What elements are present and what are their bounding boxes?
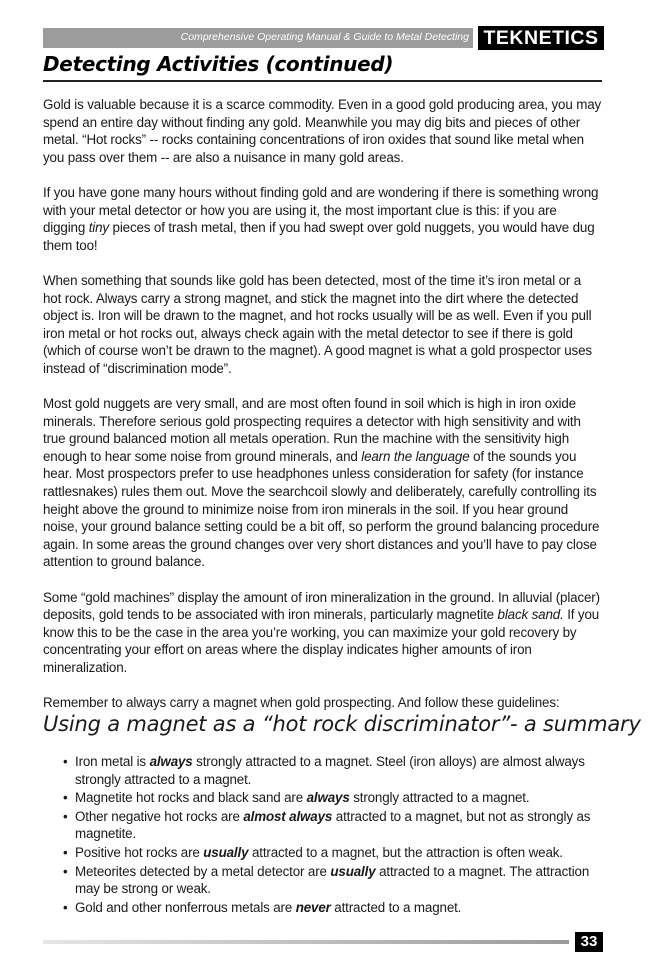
summary-title: Using a magnet as a “hot rock discriminator”- a summary bbox=[43, 712, 641, 736]
section-title: Detecting Activities (continued) bbox=[43, 52, 394, 76]
body-text bbox=[43, 96, 602, 729]
bullet-text: Other negative hot rocks are bbox=[75, 808, 244, 824]
bullet-text: strongly attracted to a magnet. Steel (iron alloys) are almost always strongly attracted to a magnet. bbox=[75, 754, 585, 787]
list-item bbox=[63, 808, 603, 843]
p4-emphasis: learn the language bbox=[361, 448, 470, 464]
list-item bbox=[63, 863, 603, 898]
paragraph-1 bbox=[43, 96, 602, 166]
list-item bbox=[63, 789, 603, 807]
p5-text-a: Some “gold machines” display the amount of iron mineralization in the ground. In alluvial (placer) deposits, gold tends to be associated with iron minerals, particularly magnetite bbox=[43, 589, 600, 623]
paragraph-6 bbox=[43, 694, 602, 712]
bullet-emphasis: always bbox=[149, 754, 193, 769]
p3-text: When something that sounds like gold has been detected, most of the time it’s iron metal or a hot rock. Always carry a strong magnet, and stick the magnet into the dirt where the detected object is. Iron will be drawn to the magnet, and hot rocks usually will be as well. Even if you pull iron metal or hot rocks out, always check again with the metal detector to see if there is gold (which of course won’t be drawn to the magnet). A good magnet is what a gold prospector uses instead of “discrimination mode”. bbox=[43, 272, 592, 376]
paragraph-3 bbox=[43, 272, 602, 378]
bullet-icon: • bbox=[63, 790, 68, 806]
bullet-emphasis: usually bbox=[330, 863, 376, 879]
p6-text: Remember to always carry a magnet when gold prospecting. And follow these guidelines: bbox=[43, 695, 560, 711]
bullet-emphasis: never bbox=[295, 899, 331, 915]
p4-text-a: Most gold nuggets are very small, and are most often found in soil which is high in iron oxide minerals. Therefore serious gold prospecting requires a detector with high sensitivity and with true ground balanced motion all metals operation. Run the machine with the sensitivity high enough to hear some noise from ground minerals, and bbox=[43, 396, 581, 464]
list-item bbox=[63, 844, 603, 862]
bullet-emphasis: usually bbox=[203, 844, 249, 860]
bullet-emphasis: always bbox=[306, 790, 350, 806]
bullet-emphasis: almost always bbox=[243, 808, 333, 824]
page-number: 33 bbox=[575, 932, 603, 952]
header-subtitle: Comprehensive Operating Manual & Guide to Metal Detecting bbox=[180, 31, 469, 43]
bullet-text: attracted to a magnet, but the attraction is often weak. bbox=[248, 844, 563, 860]
bullet-text: Gold and other nonferrous metals are bbox=[75, 899, 296, 915]
bullet-text: attracted to a magnet, but not as strongly as magnetite. bbox=[75, 808, 591, 842]
paragraph-4 bbox=[43, 395, 602, 571]
guidelines-list bbox=[63, 753, 603, 917]
p2-text-a: If you have gone many hours without finding gold and are wondering if there is something wrong with your metal detector or how you are using it, the most important clue is this: if you are digging bbox=[43, 184, 599, 236]
bullet-text: Iron metal is bbox=[75, 754, 150, 769]
p1-text: Gold is valuable because it is a scarce commodity. Even in a good gold producing area, you may spend an entire day without finding any gold. Meanwhile you may dig bits and pieces of other metal. “Hot rocks” -- rocks containing concentrations of iron oxides that sound like metal when you pass over them -- are also a nuisance in many gold areas. bbox=[43, 97, 602, 165]
bullet-text: Magnetite hot rocks and black sand are bbox=[75, 790, 307, 806]
list-item bbox=[63, 899, 603, 917]
bullet-icon: • bbox=[63, 863, 68, 879]
list-item bbox=[63, 753, 603, 788]
bullet-icon: • bbox=[63, 808, 68, 824]
bullet-text: Positive hot rocks are bbox=[75, 844, 204, 860]
paragraph-5 bbox=[43, 589, 602, 677]
p4-text-c: of the sounds you hear. Most prospectors prefer to use headphones unless consideration for safety (for instance rattlesnakes) rules them out. Move the searchcoil slowly and deliberately, carefully controlling its height above the ground to minimize noise from iron minerals in the soil. If you hear ground noise, your ground balance setting could be a bit off, so perform the ground balancing procedure again. In some areas the ground changes over very short distances and you’ll have to pay close attention to ground balance. bbox=[43, 448, 600, 570]
bullet-text: Meteorites detected by a metal detector are bbox=[75, 863, 331, 879]
bullet-text: attracted to a magnet. The attraction may be strong or weak. bbox=[75, 863, 590, 897]
p5-text-c: If you know this to be the case in the area you’re working, you can maximize your gold recovery by concentrating your effort on areas where the display indicates higher amounts of iron mineralization. bbox=[43, 607, 600, 675]
bullet-text: attracted to a magnet. bbox=[330, 899, 462, 915]
brand-logo: TEKNETICS bbox=[478, 26, 604, 50]
title-divider bbox=[43, 80, 602, 82]
p2-emphasis: tiny bbox=[88, 220, 109, 236]
bullet-text: strongly attracted to a magnet. bbox=[349, 790, 530, 806]
bullet-icon: • bbox=[63, 899, 68, 915]
header-bar bbox=[43, 28, 473, 48]
bullet-icon: • bbox=[63, 844, 68, 860]
paragraph-2 bbox=[43, 184, 602, 254]
p2-text-c: pieces of trash metal, then if you had swept over gold nuggets, you would have dug them too! bbox=[43, 220, 595, 253]
p5-emphasis: black sand. bbox=[497, 607, 564, 623]
bullet-icon: • bbox=[63, 754, 68, 769]
footer-divider bbox=[43, 940, 569, 944]
